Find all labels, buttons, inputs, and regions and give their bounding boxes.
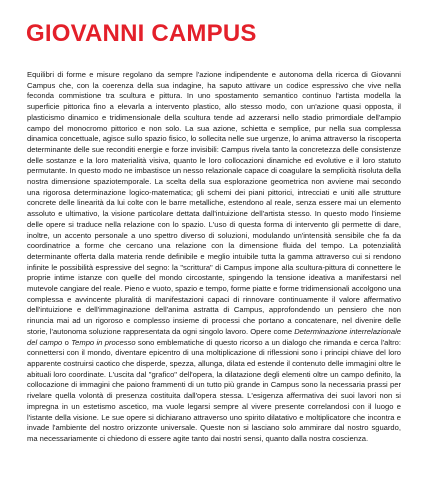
body-text-part-1: Equilibri di forme e misure regolano da sempre l'azione indipendente e autonoma della ricerca di Giovanni Campus che, con la coerenza della sua indagine, ha saputo attivare un codice espressivo che vive nella feconda commistione tra scultura e pittura. In uno spostamento semantico continuo l'artista modella la superficie pittorica fino a elevarla a intervento plastico, allo stesso modo, con un'azione quasi opposta, il plasticismo dinamico e tridimensionale della scultura tende ad azzerarsi nello stadio primordiale dell'ampio campo del monocromo pittorico e non solo. La sua azione, schietta e semplice, pur nella sua complessa dinamica concettuale, agisce sullo spazio fisico, lo sollecita nelle sue urgenze, lo anima attraverso la riscoperta determinante delle sue reconditi energie e forze invisibili: Campus rivela tanto la concretezza delle consistenze delle sostanze e la loro materialità visiva, quanto le loro collocazioni dinamiche ed evolutive e il loro statuto permutante. In questo modo ne imbastisce un nesso relazionale capace di coagulare la semplicità risoluta della nostra dimensione spaziotemporale. La scelta della sua esplorazione geometrica non avviene mai secondo una rigorosa determinazione logico-matematica; gli schemi dei piani pittorici, intrecciati e uniti alle strutture concrete delle linearità da lui colte con le barre metalliche, estendono al reale, senza essere mai un elemento assoluto e ultimativo, la visione particolare dettata dall'intuizione dell'artista stesso. In questo modo l'insieme delle opere si traduce nella relazione con lo spazio. L'uso di questa forma di intervento gli permette di dare, inoltre, un accento personale a uno spettro diverso di soluzioni, modulando un'intensità sensibile che fa da coordinatrice a forme che cercano una relazione con la dimensione fluida del tempo. La potenzialità determinante offerta dalla materia rende definibile e meglio intuibile tutta la gamma attraverso cui si rendono infinite le possibilità espressive del segno: la "scrittura" di Campus impone alla scultura-pittura di connettere le proprie intime istanze con quelle del mondo circostante, spingendo la tensione ideativa a manifestarsi nel mutevole cangiare del reale. Pieno e vuoto, spazio e tempo, forme piatte e forme tridimensionali accolgono una complessa e avvincente pluralità di manifestazioni capaci di rinnovare continuamente il valore affermativo dell'intuizione e dell'immaginazione dell'anima astratta di Campus, approfondendo un pensiero che non rinuncia mai ad un rigoroso e complesso insieme di processi che portano a concatenare, nel divenire delle storie, l'autonoma soluzione rappresentata da ogni singolo lavoro. Opere come xyxy=(27,70,401,336)
artwork-title-1: Determinazione interrelazionale del campo xyxy=(27,326,401,347)
body-text-part-3: sono emblematiche di questo ricorso a un dialogo che rimanda e cerca l'altro: connettersi con il mondo, diventare epicentro di una moltiplicazione di riflessioni sono i principi chiave del loro apparente costruirsi caotico che disperde, spezza, allunga, dilata ed estende il contenuto delle immagini oltre le abituali loro coordinate. L'uscita dal "grafico" dell'opera, la dilatazione degli elementi oltre un campo definito, la collocazione di immagini che paiono frammenti di un tutto più grande in Campus sono la necessaria prassi per rivelare quella volontà di presenza costituita dall'opera stessa. L'esigenza affermativa dei suoi lavori non si impregna in un estetismo ascetico, ma vuole legarsi sempre al vivere presente correlandosi con il luogo e l'istante della visione. Le sue opere si dichiarano attraverso uno spirito dilatativo e moltiplicatore che incontra e invade l'ambiente del nostro orizzonte universale. Queste non si lasciano solo ammirare dal nostro sguardo, ma necessariamente ci chiedono di essere agite tanto dai nostri sensi, quanto dalla nostra coscienza. xyxy=(27,337,402,443)
artwork-title-2: Tempo in processo xyxy=(71,337,136,347)
body-paragraph xyxy=(27,70,401,445)
body-text-part-2: o xyxy=(62,337,72,347)
page-title: GIOVANNI CAMPUS xyxy=(26,20,257,47)
